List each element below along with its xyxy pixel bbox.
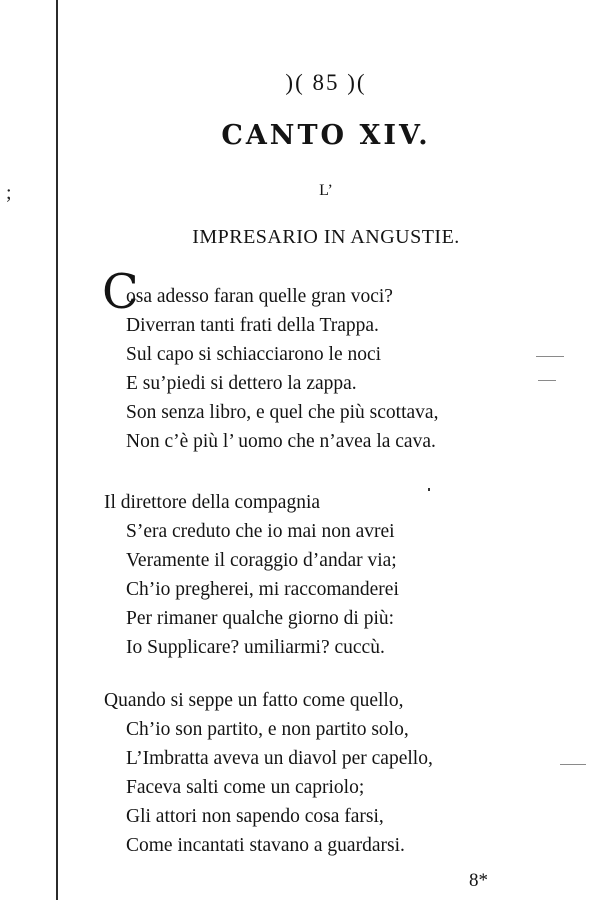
stanza-1 (102, 264, 564, 456)
stanza-first-line: Quando si seppe un fatto come quello, (104, 690, 404, 711)
stanza-line: Faceva salti come un capriolo; (126, 777, 365, 798)
page-number: )( 85 )( (285, 70, 367, 95)
stray-dot (428, 488, 430, 491)
margin-mark: ; (6, 182, 12, 204)
drop-cap: C (102, 264, 139, 320)
stanza-line (102, 264, 564, 320)
stanza-line: Io Supplicare? umiliarmi? cuccù. (126, 637, 385, 658)
canto-subtitle: IMPRESARIO IN ANGUSTIE. (192, 226, 460, 248)
canto-title: CANTO XIV. (221, 120, 431, 151)
stanza-line: Ch’io son partito, e non partito solo, (126, 719, 409, 740)
signature-mark: 8* (469, 870, 488, 891)
stanza-line: Come incantati stavano a guardarsi. (126, 835, 405, 856)
stanza-line: Son senza libro, e quel che più scottava, (126, 402, 439, 423)
stray-mark (536, 356, 564, 357)
stray-mark (560, 764, 586, 765)
stanza-3 (104, 686, 564, 860)
stanza-line: Veramente il coraggio d’andar via; (126, 550, 397, 571)
stray-mark (538, 380, 556, 381)
stanza-line: Gli attori non sapendo cosa farsi, (126, 806, 384, 827)
stanza-line: Sul capo si schiacciarono le noci (126, 344, 382, 365)
stanza-2 (104, 488, 564, 662)
stanza-line: Ch’io pregherei, mi raccomanderei (126, 579, 399, 600)
stanza-line: Per rimaner qualche giorno di più: (126, 608, 395, 629)
stanza-line: E su’piedi si dettero la zappa. (126, 373, 357, 394)
stanza-line: L’Imbratta aveva un diavol per capello, (126, 748, 433, 769)
stanza-line: Diverran tanti frati della Trappa. (126, 315, 379, 336)
stanza-line: Non c’è più l’ uomo che n’avea la cava. (126, 431, 436, 452)
first-line-text: osa adesso faran quelle gran voci? (126, 286, 393, 307)
stanza-line: S’era creduto che io mai non avrei (126, 521, 395, 542)
stanza-first-line: Il direttore della compagnia (104, 492, 321, 513)
title-article: L’ (319, 182, 333, 199)
